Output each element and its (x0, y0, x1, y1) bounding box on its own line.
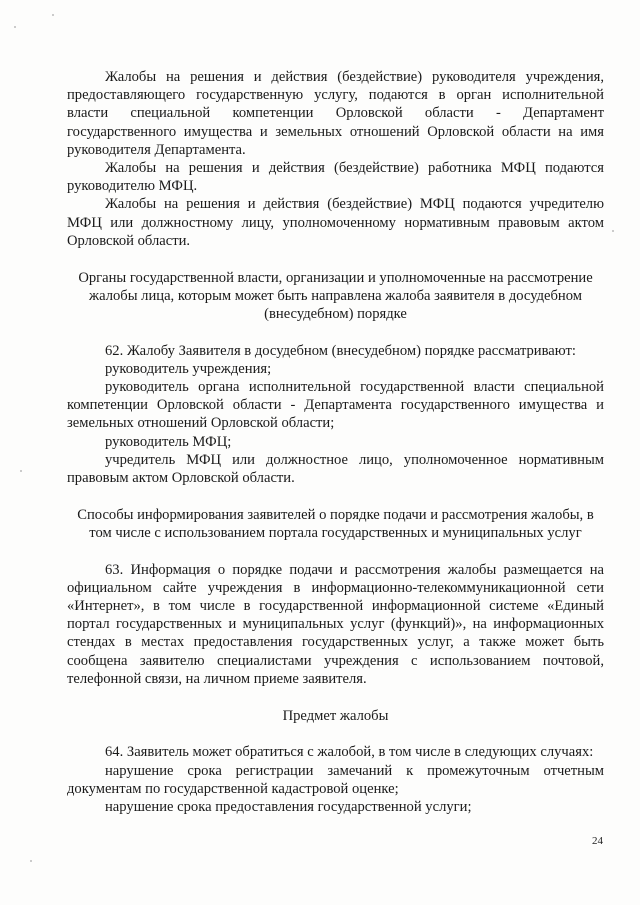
paragraph-64-intro: 64. Заявитель может обратиться с жалобой, в том числе в следующих случаях: (105, 744, 594, 761)
document-body (67, 68, 604, 816)
paragraph-complaints-mfc: Жалобы на решения и действия (бездействие) МФЦ подаются учредителю МФЦ или должностному лицу, уполномоченному нормативным правовым актом Орловской области. (67, 196, 604, 249)
scan-speck (612, 230, 614, 232)
list-item: руководитель органа исполнительной государственной власти специальной компетенции Орловской области - Департамента государственного имущества и земельных отношений Орловской области; (67, 379, 604, 432)
paragraph-complaints-head: Жалобы на решения и действия (бездействие) руководителя учреждения, предоставляющего государственную услугу, подаются в орган исполнительной власти специальной компетенции Орловской области - Департамент государственного имущества и земельных отношений Орловской области на имя руководителя Департамента. (67, 69, 604, 158)
scan-speck (20, 470, 22, 472)
paragraph-63: 63. Информация о порядке подачи и рассмотрения жалобы размещается на официальном сайте учреждения в информационно-телекоммуникационной сети «Интернет», в том числе в государственной информационной системе «Единый портал государственных и муниципальных услуг (функций)», на информационных стендах в местах предоставления государственных услуг, а также может быть сообщена заявителю специалистами учреждения с использованием почтовой, телефонной связи, на личном приеме заявителя. (67, 561, 604, 687)
section-heading-informing: Способы информирования заявителей о порядке подачи и рассмотрения жалобы, в том числе с использованием портала государственных и муниципальных услуг (77, 507, 594, 542)
scan-speck (14, 26, 16, 28)
list-item: руководитель учреждения; (105, 360, 272, 377)
list-item: руководитель МФЦ; (105, 433, 232, 450)
scan-speck (52, 14, 54, 16)
section-heading-subject: Предмет жалобы (282, 708, 389, 725)
paragraph-complaints-mfc-worker: Жалобы на решения и действия (бездействие) работника МФЦ подаются руководителю МФЦ. (67, 160, 604, 195)
scan-speck (30, 860, 32, 862)
list-item: нарушение срока регистрации замечаний к промежуточным отчетным документам по государственной кадастровой оценке; (67, 762, 604, 797)
paragraph-62-intro: 62. Жалобу Заявителя в досудебном (внесудебном) порядке рассматривают: (105, 342, 576, 359)
list-item: учредитель МФЦ или должностное лицо, уполномоченное нормативным правовым актом Орловской области. (67, 451, 604, 487)
list-item: нарушение срока предоставления государственной услуги; (105, 798, 472, 815)
section-heading-authorities: Органы государственной власти, организации и уполномоченные на рассмотрение жалобы лица, которым может быть направлена жалоба заявителя в досудебном (внесудебном) порядке (78, 270, 593, 323)
page-number: 24 (592, 835, 603, 847)
